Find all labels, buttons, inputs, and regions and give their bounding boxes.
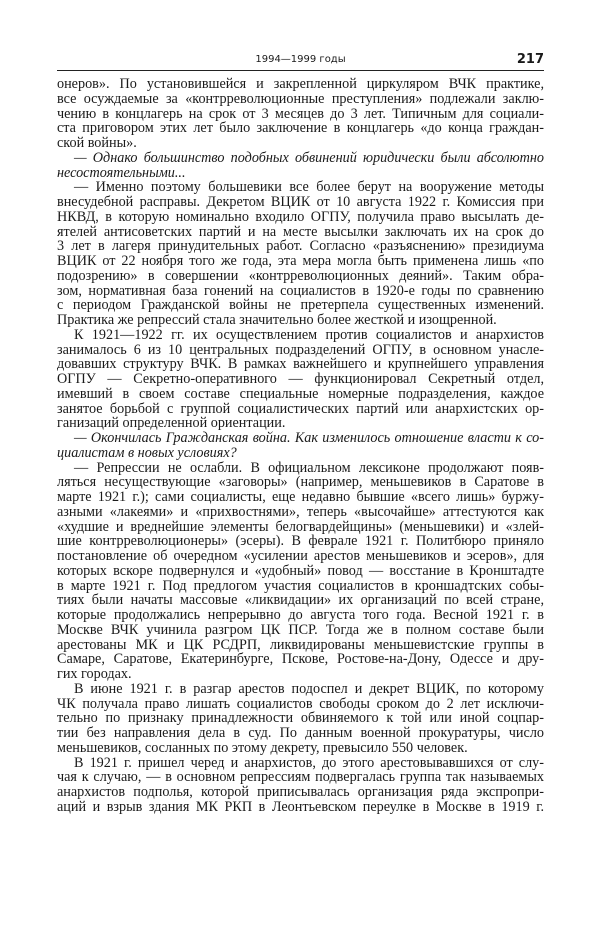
text-line: ОГПУ — Секретно-оперативного — функционировал Секретный отдел, [57, 371, 544, 387]
text-line: марте 1921 г.); сами социалисты, еще недавно бывшие «всего лишь» буржу- [57, 489, 544, 505]
text-line: Практика же репрессий стала значительно более жесткой и изощренной. [57, 312, 497, 328]
text-line: тельно по признаку принадлежности обвиняемого к той или иной соцпар- [57, 710, 544, 727]
text-line: В 1921 г. пришел черед и анархистов, до этого арестовывавшихся от слу- [74, 754, 544, 771]
text-line: в марте 1921 г. Под предлогом участия социалистов в кроншадтских собы- [57, 577, 544, 594]
text-line: «худшие и вреднейшие элементы белогвардейщины» (меньшевики) и «злей- [57, 518, 544, 535]
text-line: довавших структуру ВЧК. В рамках важнейшего и крупнейшего управления [57, 356, 544, 373]
text-line: онеров». По установившейся и закрепленной циркуляром ВЧК практике, [57, 76, 544, 92]
text-line: занятое борьбой с группой социалистических партий или анархистских ор- [57, 400, 544, 417]
text-line: все осуждаемые за «контрреволюционные преступления» подлежали заклю- [57, 90, 544, 107]
text-line: несостоятельными... [57, 164, 186, 181]
text-line: ста приговором этих лет было заключение в концлагерь «до конца граждан- [57, 120, 544, 137]
text-line: ЧК получала право лишать социалистов свободы сроком до 2 лет исключи- [57, 695, 544, 712]
text-line: — Окончилась Гражданская война. Как изменилось отношение власти к со- [74, 430, 544, 446]
text-line: ганизаций определенной ориентации. [57, 415, 286, 432]
text-line: тии без направления дела в суд. По данным военной прокуратуры, число [57, 725, 544, 741]
page-number: 217 [516, 52, 544, 67]
text-line: — Репрессии не ослабли. В официальном лексиконе продолжают появ- [74, 459, 544, 476]
text-line: 3 лет в лагеря принудительных работ. Согласно «разъяснению» президиума [57, 238, 544, 255]
running-title: 1994—1999 годы [255, 54, 346, 65]
text-line: внесудебной расправы. Декретом ВЦИК от 10 августа 1922 г. Комиссия при [57, 194, 544, 210]
text-line: тиях были начаты массовые «ликвидации» их организаций по всей стране, [57, 592, 544, 609]
text-line: гих городах. [57, 666, 132, 682]
text-line: К 1921—1922 гг. их осуществлением против социалистов и анархистов [74, 326, 544, 343]
text-line: ляться несуществующие «заговоры» (например, меньшевиков в Саратове в [57, 474, 544, 491]
text-line: Москве ВЧК учинила разгром ЦК ПСР. Тогда же в полном составе были [57, 621, 544, 638]
text-line: Самаре, Саратове, Екатеринбурге, Пскове, Ростове-на-Дону, Одессе и дру- [57, 651, 544, 668]
text-line: с периодом Гражданской войны не претерпела существенных изменений. [57, 297, 544, 314]
body-text [57, 77, 544, 815]
text-line: — Именно поэтому большевики все более берут на вооружение методы [74, 179, 544, 196]
paragraph [57, 77, 544, 151]
text-line: арестованы МК и ЦК РСДРП, ликвидированы меньшевистские группы в [57, 636, 544, 653]
text-line: циалистам в новых условиях? [57, 444, 237, 461]
text-line: В июне 1921 г. в разгар арестов подоспел и декрет ВЦИК, по которому [74, 680, 544, 697]
text-line: занималось 6 из 10 центральных подразделений ОГПУ, в основном унасле- [57, 341, 544, 358]
running-header [57, 52, 544, 71]
interview-question [57, 151, 544, 181]
interview-question [57, 431, 544, 461]
paragraph [57, 756, 544, 815]
text-line: которые продолжались непрерывно до августа того года. Весной 1921 г. в [57, 607, 544, 623]
text-line: зом, нормативная база гонений на социалистов в 1920-е годы по сравнению [57, 282, 544, 299]
text-line: — Однако большинство подобных обвинений юридически были абсолютно [74, 149, 544, 166]
text-line: имевший в своем составе специальные номерные подразделения, каждое [57, 385, 544, 402]
text-line: которых вскоре подвернулся и «удобный» повод — восстание в Кронштадте [57, 562, 544, 579]
text-line: чая к случаю, — в основном репрессиям подвергалась группа так называемых [57, 769, 544, 786]
text-line: НКВД, в которую номинально входило ОГПУ, получила право высылать де- [57, 208, 544, 225]
paragraph [57, 180, 544, 328]
text-line: ской войны». [57, 135, 137, 151]
text-line: постановление об очередном «усилении арестов меньшевиков и эсеров», для [57, 548, 544, 564]
text-line: азными «лакеями» и «прихвостнями», теперь «высочайше» аттестуются как [57, 503, 544, 520]
text-line: ятелей антисоветских партий и на месте высылки заключать их на срок до [57, 223, 544, 240]
text-line: ВЦИК от 22 ноября того же года, эта мера могла быть применена лишь «по [57, 253, 544, 269]
paragraph [57, 682, 544, 756]
text-line: чению в концлагерь на срок от 3 месяцев до 3 лет. Типичным для социали- [57, 105, 544, 122]
text-line: анархистов подполья, которой приписывалась организация ряда экспропри- [57, 784, 544, 800]
paragraph [57, 461, 544, 682]
text-line: аций и взрыв здания МК РКП в Леонтьевском переулке в Москве в 1919 г. [57, 798, 544, 815]
text-line: меньшевиков, сосланных по этому декрету, превысило 550 человек. [57, 739, 468, 756]
text-line: шие контрреволюционеры» (эсеры). В феврале 1921 г. Политбюро приняло [57, 533, 544, 550]
text-line: подозрению» в совершении «контрреволюционных деяний». Таким обра- [57, 267, 544, 284]
paragraph [57, 328, 544, 431]
